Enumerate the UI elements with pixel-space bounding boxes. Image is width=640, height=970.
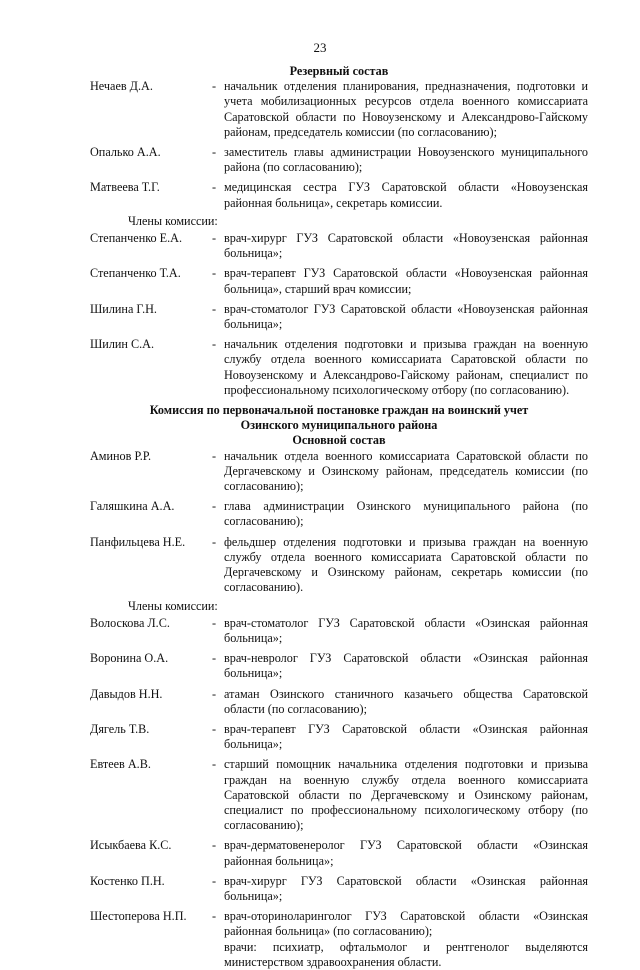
person-row xyxy=(90,145,588,175)
person-role: врач-терапевт ГУЗ Саратовской области «Озинская районная больница»; xyxy=(224,721,588,752)
person-role: глава администрации Озинского муниципального района (по согласованию); xyxy=(224,499,588,529)
dash: - xyxy=(212,534,217,549)
dash: - xyxy=(212,721,217,736)
person-role: врач-хирург ГУЗ Саратовской области «Новоузенская районная больница»; xyxy=(224,231,588,261)
person-name: Исыкбаева К.С. xyxy=(90,838,172,853)
district-heading: Озинского муниципального района xyxy=(240,418,438,433)
person-row xyxy=(90,687,588,717)
person-name: Степанченко Т.А. xyxy=(90,266,181,281)
person-row xyxy=(90,302,588,332)
person-row xyxy=(90,79,588,140)
dash: - xyxy=(212,79,217,94)
person-role: врач-дерматовенеролог ГУЗ Саратовской области «Озинская районная больница»; xyxy=(224,838,588,868)
person-name: Воронина О.А. xyxy=(90,651,169,666)
person-row xyxy=(90,180,588,210)
person-role: медицинская сестра ГУЗ Саратовской области «Новоузенская районная больница», секретарь комиссии. xyxy=(224,180,588,210)
person-name: Евтеев А.В. xyxy=(90,757,151,772)
person-row xyxy=(90,337,588,398)
person-row xyxy=(90,266,588,296)
dash: - xyxy=(212,615,217,630)
dash: - xyxy=(212,757,217,772)
person-name: Матвеева Т.Г. xyxy=(90,180,160,195)
dash: - xyxy=(212,909,217,924)
dash: - xyxy=(212,499,217,514)
dash: - xyxy=(212,686,217,701)
person-role: врач-невролог ГУЗ Саратовской области «Озинская районная больница»; xyxy=(224,651,588,681)
person-role: начальник отделения подготовки и призыва граждан на военную службу отдела военного комиссариата Саратовской области по Новоузенскому и Александрово-Гайскому районам, специалист по профессиональному психологическому отбору (по согласованию). xyxy=(224,337,588,397)
dash: - xyxy=(212,337,217,352)
person-role: врач-хирург ГУЗ Саратовской области «Озинская районная больница»; xyxy=(224,873,588,903)
person-row xyxy=(90,722,588,752)
dash: - xyxy=(212,838,217,853)
page-number: 23 xyxy=(313,40,327,55)
dash: - xyxy=(212,231,217,246)
document-body xyxy=(90,64,588,970)
person-name: Волоскова Л.С. xyxy=(90,615,170,630)
person-name: Панфильцева Н.Е. xyxy=(90,534,186,549)
person-row xyxy=(90,535,588,596)
person-name: Костенко П.Н. xyxy=(90,873,165,888)
person-row xyxy=(90,838,588,868)
doctors-note: врачи: психиатр, офтальмолог и рентгенолог выделяются министерством здравоохранения области. xyxy=(224,939,588,969)
person-name: Давыдов Н.Н. xyxy=(90,686,163,701)
person-name: Галяшкина А.А. xyxy=(90,499,175,514)
person-name: Аминов Р.Р. xyxy=(90,448,152,463)
dash: - xyxy=(212,873,217,888)
person-role: начальник отдела военного комиссариата Саратовской области по Дергачевскому и Озинскому районам, председатель комиссии (по согласованию); xyxy=(224,448,588,494)
person-role: врач-стоматолог ГУЗ Саратовской области «Новоузенская районная больница»; xyxy=(224,301,588,332)
person-name: Степанченко Е.А. xyxy=(90,231,183,246)
dash: - xyxy=(212,145,217,160)
dash: - xyxy=(212,301,217,316)
person-row xyxy=(90,874,588,904)
person-row xyxy=(90,616,588,646)
members-label: Члены комиссии: xyxy=(128,598,218,613)
person-role: атаман Озинского станичного казачьего общества Саратовской области (по согласованию); xyxy=(224,686,588,716)
person-row xyxy=(90,449,588,495)
dash: - xyxy=(212,180,217,195)
members-label: Члены комиссии: xyxy=(128,213,218,228)
section-heading-reserve: Резервный состав xyxy=(289,64,389,78)
section-heading-main: Основной состав xyxy=(292,433,386,448)
person-name: Шестоперова Н.П. xyxy=(90,909,187,924)
person-role: врач-оториноларинголог ГУЗ Саратовской области «Озинская районная больница» (по согласованию); xyxy=(224,909,588,939)
person-name: Шилин С.А. xyxy=(90,337,155,352)
person-name: Шилина Г.Н. xyxy=(90,301,157,316)
person-name: Опалько А.А. xyxy=(90,145,161,160)
commission-heading: Комиссия по первоначальной постановке граждан на воинский учет xyxy=(149,403,529,418)
person-role: врач-терапевт ГУЗ Саратовской области «Новоузенская районная больница», старший врач комиссии; xyxy=(224,266,588,296)
person-role: фельдшер отделения подготовки и призыва граждан на военную службу отдела военного комиссариата Саратовской области по Дергачевскому и Озинскому районам, секретарь комиссии (по согласованию). xyxy=(224,534,588,595)
dash: - xyxy=(212,651,217,666)
person-row xyxy=(90,757,588,833)
person-role: старший помощник начальника отделения подготовки и призыва граждан на военную службу отдела военного комиссариата Саратовской области по Дергачевскому и Озинскому районам, специалист по профессиональному психологическому отбору (по согласованию); xyxy=(224,757,588,833)
person-role: врач-стоматолог ГУЗ Саратовской области «Озинская районная больница»; xyxy=(224,615,588,645)
person-name: Нечаев Д.А. xyxy=(90,79,153,94)
dash: - xyxy=(212,448,217,463)
person-name: Дягель Т.В. xyxy=(90,721,150,736)
person-row xyxy=(90,231,588,261)
person-role: заместитель главы администрации Новоузенского муниципального района (по согласованию); xyxy=(224,145,588,175)
dash: - xyxy=(212,266,217,281)
person-row xyxy=(90,909,588,939)
person-row xyxy=(90,651,588,681)
person-row xyxy=(90,499,588,529)
person-role: начальник отделения планирования, предназначения, подготовки и учета мобилизационных ресурсов отдела военного комиссариата Саратовской области по Новоузенскому и Александрово-Гайскому районам, председатель комиссии (по согласованию); xyxy=(224,79,588,139)
